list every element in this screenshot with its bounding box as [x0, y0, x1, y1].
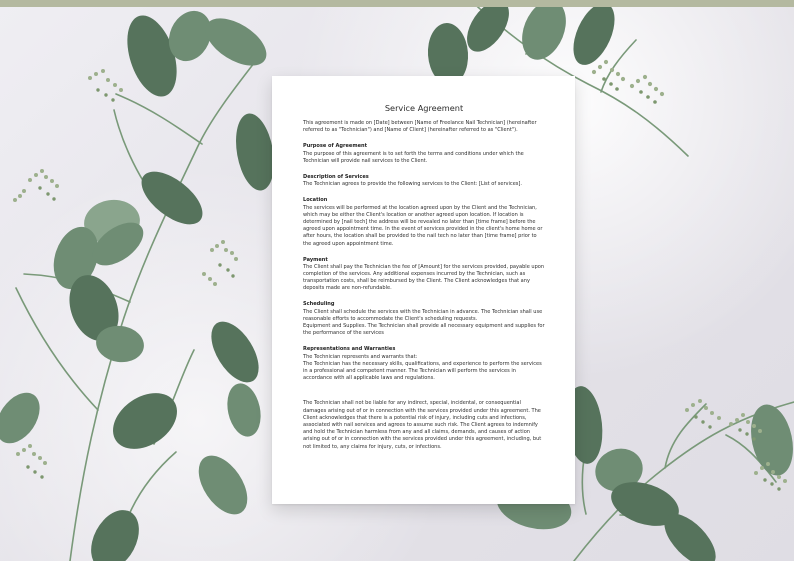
- document-closing: The Technician shall not be liable for any indirect, special, incidental, or consequential damages arising out of or in connection with the services provided under this agreement. The Client acknowledges that there is a potential risk of injury, including cuts and infections, associated with nail services and agrees to assume such risk. The Client agrees to indemnify and hold the Technician harmless from any and all claims, demands, and causes of action arising out of or in connection with the services provided under this agreement, including, but not limited to, any claims for injury, cuts, or infections.: [303, 400, 542, 450]
- section-heading: Purpose of Agreement: [303, 143, 368, 150]
- section-heading: Description of Services: [303, 173, 369, 180]
- top-color-strip: [0, 0, 794, 7]
- section-paragraph: The Client shall pay the Technician the fee of [Amount] for the services provided, payable upon completion of the services. Any additional expenses incurred by the Technician, such as transportation costs, shall be reimbursed by the Client. The Client acknowledges that any deposits made are non-refundable.: [303, 263, 545, 292]
- section-paragraph: The Technician represents and warrants that:: [303, 353, 418, 360]
- left-eucalyptus-branch: [0, 4, 279, 561]
- section-paragraph: The Technician has the necessary skills, qualifications, and experience to perform the services in a professional and competent manner. The Technician will perform the services in accordance with all applicable laws and regulations.: [303, 360, 542, 382]
- section-location: [303, 197, 545, 248]
- section-scheduling: [303, 301, 545, 337]
- document-intro: This agreement is made on [Date] between [Name of Freelance Nail Technician] (hereinafter referred to as "Technician") and [Name of Client] (hereinafter referred to as "Client").: [303, 120, 537, 134]
- section-paragraph: The Client shall schedule the services with the Technician in advance. The Technician shall use reasonable efforts to accommodate the Client's scheduling requests.: [303, 308, 543, 322]
- section-paragraph: The services will be performed at the location agreed upon by the Client and the Technician, which may be either the Client's location or another agreed upon location. If location is determined by [nail tech] the address will be revealed no later than [time frame] before the agreed upon appointment time. In the event of services provided in the client's home home or after hours, the location shall be provided to the nail tech no later than [time frame] prior to the agreed upon appointment time.: [303, 204, 543, 247]
- section-representations-and-warranties: [303, 346, 545, 382]
- document-title: Service Agreement: [384, 103, 464, 113]
- section-description-of-services: [303, 174, 545, 189]
- section-heading: Payment: [303, 256, 328, 263]
- section-heading: Location: [303, 197, 328, 204]
- section-payment: [303, 257, 545, 293]
- section-paragraph: The purpose of this agreement is to set forth the terms and conditions under which the Technician will provide nail services to the Client.: [303, 150, 524, 164]
- section-heading: Scheduling: [303, 301, 335, 308]
- document-body: [303, 120, 545, 451]
- section-paragraph: Equipment and Supplies. The Technician shall provide all necessary equipment and supplies for the performance of the services: [303, 323, 545, 337]
- document-content: [303, 104, 545, 451]
- service-agreement-document: [272, 76, 575, 504]
- section-purpose: [303, 143, 545, 165]
- section-paragraph: The Technician agrees to provide the following services to the Client: [List of services].: [303, 181, 523, 188]
- section-spacer: [303, 382, 545, 400]
- section-heading: Representations and Warranties: [303, 346, 396, 353]
